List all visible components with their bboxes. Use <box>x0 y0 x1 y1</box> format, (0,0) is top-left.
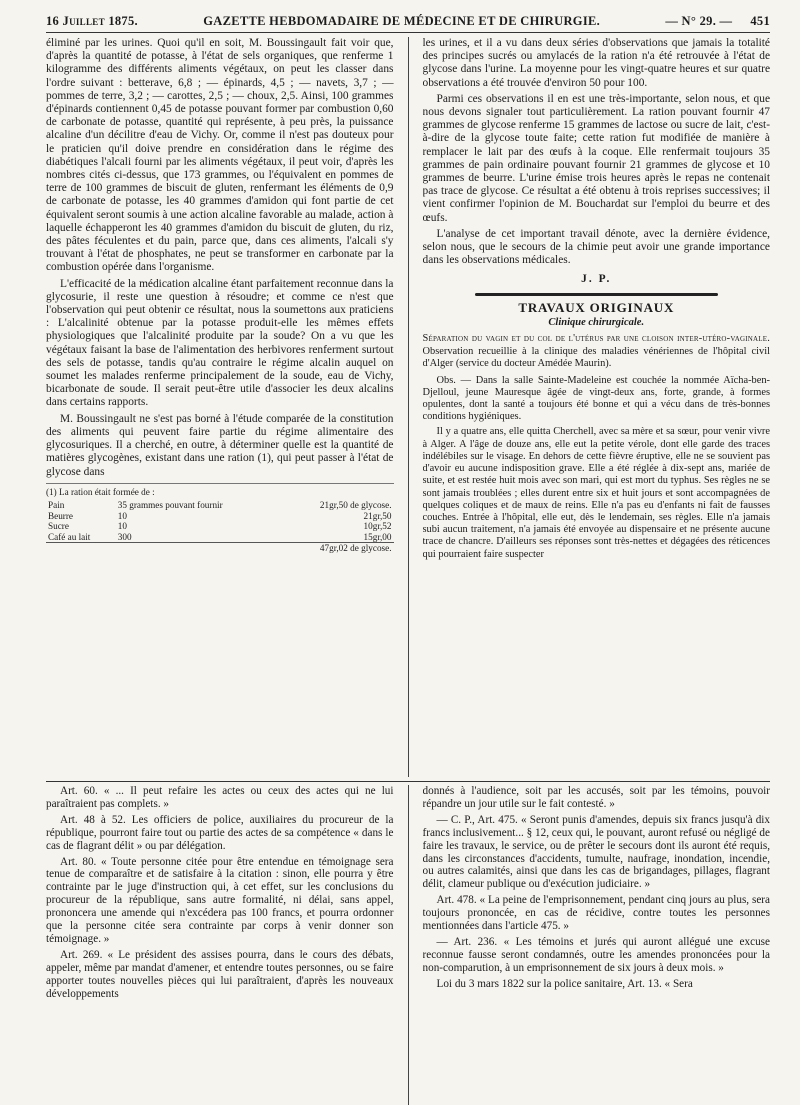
running-head <box>46 14 770 33</box>
column-divider <box>408 785 409 1105</box>
paragraph: Parmi ces observations il en est une très-importante, selon nous, et que nous devons signaler tout particulièrement. La ration pouvant fournir 47 grammes de glycose renferme 15 grammes de lactose ou sucre de lait, c'est-à-dire de la glycose toute faite; cette ration fut modifiée de manière à remplacer le lait par des œufs à la coque. Elle renfermait toujours 35 grammes de pain ordinaire pouvant fournir 21 grammes de glycose et 10 grammes de beurre. L'urine émise trois heures après le repas ne contenait pas trace de glycose. Ce résultat a été obtenu à trois reprises successives; il vient confirmer l'opinion de M. Bouchardat sur l'emploi du beurre et des œufs. <box>422 92 770 224</box>
table-row-total <box>46 543 394 554</box>
lower-section <box>46 781 770 1105</box>
left-column <box>46 37 394 777</box>
paragraph: donnés à l'audience, soit par les accusés, soit par les témoins, pouvoir répandre un jour utile sur le fait contesté. » <box>422 785 770 810</box>
footnote-heading: (1) La ration était formée de : <box>46 486 155 497</box>
ration-table <box>46 500 394 554</box>
issue-number: — N° 29. — <box>665 14 733 28</box>
journal-title: GAZETTE HEBDOMADAIRE DE MÉDECINE ET DE CHIRURGIE. <box>203 14 601 28</box>
ration-yield: 10gr,52 <box>363 521 392 532</box>
article-title-rest: Observation recueillie à la clinique des maladies vénériennes de l'hôpital civil d'Alger (service du docteur Amédée Maurin). <box>422 345 770 370</box>
ration-item: Pain <box>48 499 65 510</box>
ration-yield: 21gr,50 <box>363 510 392 521</box>
paragraph: M. Boussingault ne s'est pas borné à l'étude comparée de la constitution des aliments qui peuvent faire partie du régime alimentaire des glycosuriques. Il a cherché, en outre, à déterminer quelle est la quantité de matières glycogènes, existant dans une ration (1), qui peut passer à l'état de glycose dans <box>46 412 394 478</box>
table-row <box>46 500 394 511</box>
paragraph: Art. 269. « Le président des assises pourra, dans le cours des débats, appeler, même par mandat d'amener, et entendre toutes personnes, ou se faire apporter toutes nouvelles pièces qui lui paraîtraient, d'après les nouveaux développements <box>46 948 394 1000</box>
ration-total: 47gr,02 de glycose. <box>280 543 394 554</box>
upper-section <box>46 37 770 777</box>
paragraph: Art. 60. « ... Il peut refaire les actes ou ceux des actes qui ne lui paraîtraient pas complets. » <box>46 785 394 810</box>
section-divider <box>475 293 718 296</box>
ration-item: Sucre <box>48 521 69 532</box>
paragraph: Art. 48 à 52. Les officiers de police, auxiliaires du procureur de la république, pourront faire tout ou partie des actes de sa compétence « dans le cas de flagrant délit » ou par délégation. <box>46 813 394 852</box>
lower-right-column <box>423 785 771 1105</box>
ration-qty: 10 <box>117 521 127 532</box>
ration-yield: 15gr,00 <box>363 531 392 542</box>
author-signature: J. P. <box>581 273 612 286</box>
paragraph: Loi du 3 mars 1822 sur la police sanitaire, Art. 13. « Sera <box>436 977 693 990</box>
table-row <box>46 532 394 543</box>
ration-yield: 21gr,50 de glycose. <box>319 499 392 510</box>
ration-qty: 300 <box>117 531 132 542</box>
ration-qty: 10 <box>117 510 127 521</box>
paragraph: L'efficacité de la médication alcaline étant parfaitement reconnue dans la glycosurie, il reste une question à résoudre; et comme ce n'est que l'observation qui peut obtenir ce résultat, nous la soumettons aux praticiens : L'alcalinité obtenue par la potasse produit-elle les mêmes effets physiologiques que l'alcalinité produite par la soude? On a vu que les végétaux faisant la base de l'alimentation des herbivores renferment surtout des sels de potasse, tandis qu'au contraire le régime alcalin auquel on soumet les malades renferme principalement de la soude, eau de Vichy, bicarbonate de soude. Il serait peut-être utile d'associer les deux alcalins dans certains rapports. <box>46 277 394 409</box>
column-divider <box>408 37 409 777</box>
observation-paragraph: Obs. — Dans la salle Sainte-Madeleine est couchée la nommée Aïcha-ben-Djelloul, jeune Mauresque âgée de vingt-deux ans, forte, grande, à formes opulentes, dont la santé a toujours été bonne et qui a vécu dans de très-bonnes conditions hygiéniques. <box>422 374 770 423</box>
lower-left-column <box>46 785 394 1105</box>
paragraph: Art. 478. « La peine de l'emprisonnement, pendant cinq jours au plus, sera toujours prononcée, en cas de récidive, contre toutes les personnes mentionnées dans l'article 475. » <box>422 894 770 933</box>
paragraph: L'analyse de cet important travail dénote, avec la dernière évidence, selon nous, que le secours de la chimie peut avoir une grande importance dans les observations médicales. <box>422 227 770 267</box>
page-number: 451 <box>750 14 770 28</box>
table-row <box>46 511 394 522</box>
paragraph: les urines, et il a vu dans deux séries d'observations que jamais la totalité des principes sucrés ou amylacés de la ration n'a été retrouvée à l'état de glycose dans l'urine. La moyenne pour les vingt-quatre heures et sur quatre observations a été trouvée d'environ 50 pour 100. <box>422 37 770 89</box>
observation-paragraph: Il y a quatre ans, elle quitta Cherchell, avec sa mère et sa sœur, pour venir vivre à Alger. A l'âge de douze ans, elle eut la petite vérole, dont elle garde des traces indélébiles sur le visage. En dehors de cette fièvre éruptive, elle ne se souvient pas d'avoir eu aucune indisposition grave. Elle a été réglée à dix-sept ans, mariée de suite, et est restée huit mois avec son mari, qui est mort du typhus. Ses règles ne se sont jamais troublées ; elles durent entre six et huit jours et sont accompagnées de quelques coliques et de maux de reins. Elle n'a pas eu d'enfants ni fait de fausses couches. Entrée à l'hôpital, elle eut, dès le lendemain, ses règles. Elle n'a jamais subi aucun traitement, n'a jamais été envoyée au dispensaire et ne présente aucune trace de chancre. D'ailleurs ses réponses sont très-nettes et dégagées des réticences qui pourraient faire suspecter <box>422 426 770 560</box>
footnote <box>46 483 394 554</box>
right-column <box>423 37 771 777</box>
paragraph: — C. P., Art. 475. « Seront punis d'amendes, depuis six francs jusqu'à dix francs inclusivement... § 12, ceux qui, le pouvant, auront refusé ou négligé de faire les travaux, le service, ou de prêter le secours dont ils auront été requis, dans les circonstances d'accidents, tumulte, naufrage, inondation, incendie, ou autres calamités, ainsi que dans les cas de brigandages, pillages, flagrant délit, clameur publique ou d'exécution judiciaire. » <box>422 813 770 891</box>
article-title-caps: Séparation du vagin et du col de l'utérus par une cloison inter-utéro-vaginale. <box>422 333 770 345</box>
paragraph: Art. 80. « Toute personne citée pour être entendue en témoignage sera tenue de comparaître et de satisfaire à la citation : sinon, elle pourra y être contrainte par le juge d'instruction qui, à cet effet, sur les conclusions du procureur de la république, sans autre formalité, ni délai, sans appel, prononcera une amende qui n'excédera pas 100 francs, et pourra ordonner que la personne citée sera contrainte par corps à venir donner son témoignage. » <box>46 855 394 945</box>
paragraph: éliminé par les urines. Quoi qu'il en soit, M. Boussingault fait voir que, d'après la quantité de potasse, à l'état de sels organiques, que renferme 1 kilogramme des différents aliments végétaux, on peut les classer dans l'ordre suivant : betterave, 6,8 ; — épinards, 4,5 ; — navets, 3,7 ; — pommes de terre, 3,2 ; — carottes, 2,5 ; — choux, 2,5. Ainsi, 100 grammes d'épinards contiennent 0,45 de potasse pouvant former par combustion 0,60 de carbonate de potasse, quantité qui représente, à peu près, la puissance alcaline d'un décilitre d'eau de Vichy. Or, comme il n'est pas douteux pour le praticien qu'il doive prendre en considération dans le régime des diabétiques l'alcali fourni par les aliments végétaux, il peut voir, d'après les nombres cités ci-dessus, que 173 grammes, ou l'équivalent en pommes de terre de 100 grammes de biscuit de gluten, renfermant les éléments de 0,9 de carbonate de potasse, les 40 grammes d'amidon qui font partie de cet équivalent seront soumis à une action alcaline favorable au malade, action à laquelle échapperont les 40 grammes d'amidon du biscuit de gluten, du riz, des pâtes féculentes et du pain, parce que, dans ces aliments, l'alcali s'y trouvant à l'état de phosphates, ne peut se transformer en carbonate par la combustion opérée dans l'organisme. <box>46 37 394 274</box>
ration-qty: 35 grammes pouvant fournir <box>117 499 223 510</box>
section-title: TRAVAUX ORIGINAUX <box>518 300 675 316</box>
issue-date: 16 Juillet 1875. <box>46 14 138 28</box>
ration-item: Café au lait <box>48 531 91 542</box>
article-title <box>423 333 771 370</box>
section-subtitle: Clinique chirurgicale. <box>548 317 645 329</box>
paragraph: — Art. 236. « Les témoins et jurés qui auront allégué une excuse reconnue fausse seront condamnés, outre les amendes prononcées pour la non-comparution, à un emprisonnement de six jours à deux mois. » <box>422 935 770 974</box>
table-row <box>46 521 394 532</box>
ration-item: Beurre <box>48 510 73 521</box>
